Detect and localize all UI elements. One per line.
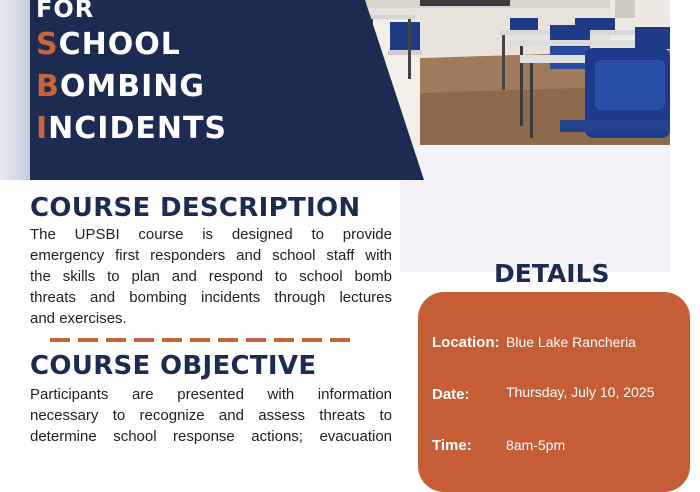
course-description-heading: COURSE DESCRIPTION [30, 193, 361, 223]
course-objective-heading: COURSE OBJECTIVE [30, 351, 317, 381]
title-banner [0, 0, 440, 180]
details-card [418, 292, 690, 492]
course-objective-line-2: necessary to recognize and assess threats to [30, 407, 392, 424]
course-description-line-5: and exercises. [30, 310, 127, 327]
details-heading: DETAILS [494, 259, 610, 288]
course-description-line-2: emergency first responders and school staff with [30, 247, 392, 264]
hero-line-incidents-rest: NCIDENTS [48, 111, 228, 146]
section-divider [50, 338, 350, 342]
date-value: Thursday, July 10, 2025 [506, 384, 655, 400]
course-description-line-1: The UPSBI course is designed to provide [30, 226, 392, 243]
hero-line-for: FOR [36, 0, 95, 23]
hero-line-bombing-rest: OMBING [59, 69, 205, 104]
hero-line-school-rest: CHOOL [58, 27, 181, 62]
hero-initial-s: S [36, 27, 59, 62]
course-objective-line-3: determine school response actions; evacuation [30, 428, 392, 445]
course-description-line-3: the skills to plan and respond to school bomb [30, 268, 392, 285]
date-label: Date: [432, 386, 470, 403]
course-description-line-4: threats and bombing incidents through lectures [30, 289, 392, 306]
hero-initial-b: B [36, 69, 60, 104]
time-label: Time: [432, 437, 472, 454]
course-objective-line-1: Participants are presented with information [30, 386, 392, 403]
hero-initial-i: I [36, 111, 49, 146]
location-label: Location: [432, 334, 500, 351]
hero-line-bombing [36, 66, 227, 108]
hero-title [36, 0, 227, 150]
hero-line-incidents [36, 108, 227, 150]
time-value: 8am-5pm [506, 437, 566, 453]
hero-line-school [36, 24, 227, 66]
location-value: Blue Lake Rancheria [506, 334, 636, 350]
